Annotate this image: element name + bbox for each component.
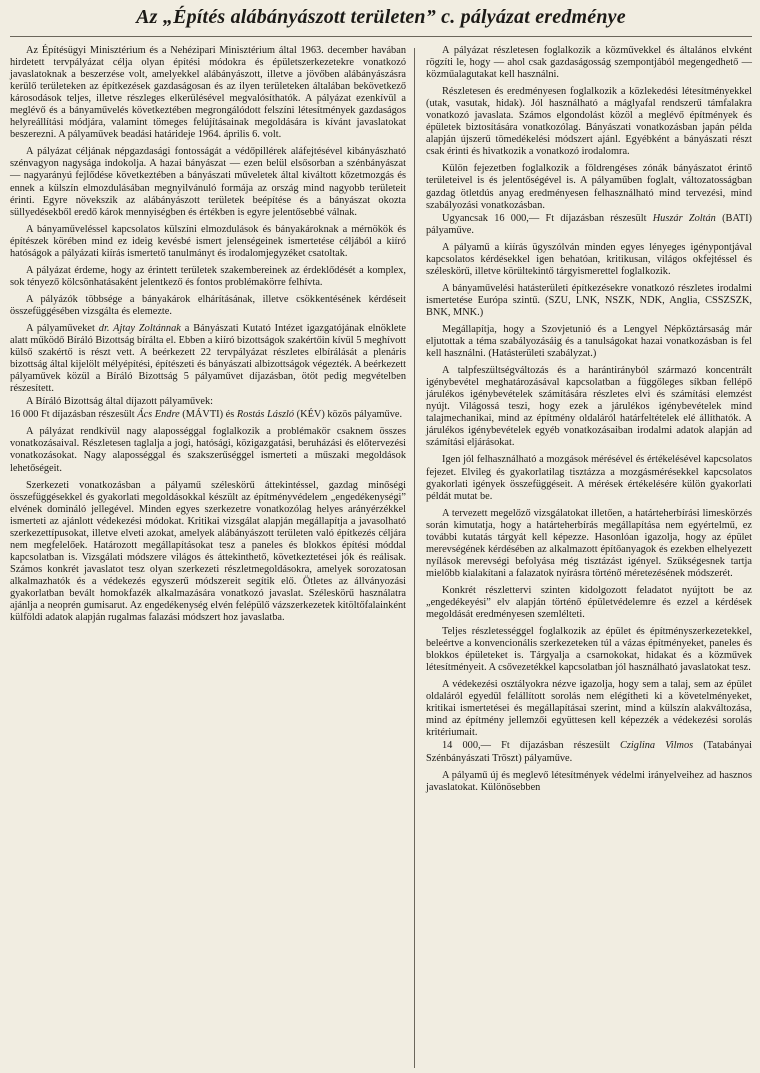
paragraph: A pályázat érdeme, hogy az érintett területek szakembereinek az érdeklődését a komplex, sok tényező kölcsönhatásaként jelentkező és fontos problémakörre felhívta.	[10, 264, 406, 288]
paragraph: Az Építésügyi Minisztérium és a Nehézipari Minisztérium által 1963. december havában hirdetett tervpályázat célja olyan építési módokra és épületszerkezetekre vonatkozó javaslatoknak a beszerzése volt, amelyekkel alábányászott, illetve a jövőben alábányászásra kerülő területeken az építkezések gazdaságosan és az ilyen területeken általában bekövetkező károsodások teljes, illetve részleges elkerülésével megvalósíthatók. A pályázat ezenkívül a meglévő és a bányaművelés következtében megrongálódott felszíni létesítmények gazdaságos helyreállítási módjára, valamint tömeges felújításainak megoldására is kívánt javaslatokat beszerezni. A pályaművek beadási határideje 1964. április 6. volt.	[10, 45, 406, 141]
paragraph: A pályázat céljának népgazdasági fontosságát a védőpillérek aláfejtésével kibányászható szénvagyon nagysága indokolja. A hazai bányászat — ezen belül elsősorban a szénbányászat — nagyarányú fejlődése következtében a bányászati műveletek által kiváltott kőzetmozgás és ennek a külszín elmozdulásában megnyilvánuló formája az ország mind nagyobb területeit érinti. Egyre növekszik az alábányászott területek beépítése és a bányászat okozta süllyedésekből eredő károk mennyiségben és értékben is egyre jelentősebbé válnak.	[10, 146, 406, 218]
paragraph: Teljes részletességgel foglalkozik az épület és építményszerkezetekkel, beleértve a konvencionális szerkezeteken túl a vázas építményeket, paneles és blokkos épületeket is. Tárgyalja a csarnokokat, hidakat és a közművek létesítményeit. A csővezetékkel kapcsolatban jól használható javaslatokat tesz.	[426, 626, 752, 674]
paragraph: A pályázat részletesen foglalkozik a közművekkel és általános elvként rögzíti le, hogy — ahol csak gazdaságosság szempontjából megengedhető — közműalagutakat kell használni.	[426, 45, 752, 81]
left-column	[10, 45, 414, 794]
paragraph: A pályamű a kiírás ügyszólván minden egyes lényeges igénypontjával kapcsolatos kérdésekkel igen behatóan, kritikusan, világos okfejtéssel és széleskörű, illetve körültekintő tárgyismerettel foglalkozik.	[426, 241, 752, 277]
paragraph: A pályamű új és meglevő létesítmények védelmi irányelveihez ad hasznos javaslatokat. Különösebben	[426, 769, 752, 793]
article-title: Az „Építés alábányászott területen” c. pályázat eredménye	[10, 4, 752, 37]
paragraph: A talpfeszültségváltozás és a harántirányból származó koncentrált igénybevétel meghatározásával kapcsolatban a függőleges síkban fellépő járulékos igénybevételek számítására részletes elvi és számítási elemzést nyújt. Világossá teszi, hogy ezek a járulékos igénybevételek mind talajmechanikai, mind az építmény oldaláról határfeltételek elé állíthatók. A járulékos igénybevételek egyéb vonatkozásaiban irodalmi adatok alapján ad számítási eljárásokat.	[426, 365, 752, 449]
right-column	[414, 45, 752, 794]
paragraph: Részletesen és eredményesen foglalkozik a közlekedési létesítményekkel (utak, vasutak, hidak). Jól használható a máglyafal rendszerű támfalakra vonatkozó javaslata. Számos elgondolást közöl a meglévő építmények és épületek biztosítására vonatkozólag. Bányászati vonatkozásban japán példa alapján újszerű tömedékelési módszert ajánl. Egyébként a bányászati részt csak érinti és hivatkozik a vonatkozó irodalomra.	[426, 86, 752, 158]
person-name: Cziglina Vilmos	[620, 740, 694, 752]
paragraph: Konkrét részlettervi szinten kidolgozott feladatot nyújtott be az „engedékeyési” elv alapján történő épületvédelemre és ezzel a kérdések megoldását eredményesen szemlélteti.	[426, 584, 752, 621]
paragraph: Szerkezeti vonatkozásban a pályamű széleskörű áttekintéssel, gazdag minőségi összefüggésekkel és gyakorlati megoldásokkal készült az építményvédelem „engedékenységi” elvének domináló jellegével. Minden egyes szerkezetre vonatkozólag helyes arányérzékkel ismerteti az ajánlott védekezési módokat. Kritikai vizsgálat alapján megállapítja a javasolható szerkezettípusokat, illetve elveti azokat, amelyek alábányászott területen való építkezés céljára nem megfelelőek. Határozott megállapításokat tesz a paneles és blokkos építési móddal kapcsolatban is. Vizsgálati módszere világos és áttekinthető, következtetései jók és reálisak. Számos konkrét javaslatot tesz olyan szerkezeti részletmegoldásokra, amelyek sorozatosan alkalmazhatók és a védekezés egyszerű módszereit segítik elő. Ötletes az állványozási gyakorlatban bevált homokfazék alkalmazására vonatkozó javaslat. Széleskörű használatra ajánlja a neoprén gumisarut. Az engedékenység elvén felépülő vázszerkezetek kitöltőfalainként külföldi adatok alapján rugalmas falazási módszert hoz javaslatba.	[10, 479, 406, 624]
text-run: (BATI) pályaműve.	[426, 212, 752, 236]
paragraph: A pályázók többsége a bányakárok elhárításának, illetve csökkentésének kérdéseit összefüggésében vizsgálta és elemezte.	[10, 293, 406, 317]
person-name: dr. Ajtay Zoltánnak	[98, 322, 181, 334]
paragraph: Külön fejezetben foglalkozik a földrengéses zónák bányászatot érintő területeivel is és jelentőségével is. A pályaműben foglalt, változatosságban gazdag ötletdús anyag eredményesen felhasználható mind tervezési, mind szabályozási vonatkozásban.	[426, 163, 752, 211]
paragraph: A Bíráló Bizottság által díjazott pályaművek:	[26, 396, 214, 408]
column-divider	[414, 48, 415, 1068]
text-run: A pályaműveket	[26, 322, 99, 334]
text-run: (Tatabányai Szénbányászati Tröszt) pályaműve.	[426, 740, 753, 764]
paragraph	[10, 323, 406, 395]
text-run: (MÁVTI) és	[179, 409, 237, 421]
paragraph: A bányaműveléssel kapcsolatos külszíni elmozdulások és bányakároknak a mérnökök és építészek körében mind ez ideig kevésbé ismert jelenségeinek ismertetése céljából a kiíró hatóságok a pályázati kiírás ismertető tanulmányt és irodalomjegyzéket csatoltak.	[10, 223, 406, 259]
paragraph: A bányaművelési hatásterületi építkezésekre vonatkozó részletes irodalmi ismertetése Európa szintű. (SZU, LNK, NSZK, NDK, Anglia, CSSZSZK, BNK, MNK.)	[426, 282, 752, 318]
text-run: Ugyancsak 16 000,— Ft díjazásban részesült	[442, 212, 653, 224]
person-name: Rostás László	[236, 409, 295, 421]
paragraph	[10, 409, 406, 421]
paragraph: Igen jól felhasználható a mozgások mérésével és értékelésével kapcsolatos fejezet. Elvileg és gyakorlatilag tisztázza a mozgásmérésekkel kapcsolatos gyakorlati igények összefüggéseit. A mérések értékelésére külön gyakorlati példát mutat be.	[426, 454, 752, 502]
paragraph: Megállapítja, hogy a Szovjetunió és a Lengyel Népköztársaság már eljutottak a téma szabályozásáig és a tanulságokat hazai vonatkozásban is fel kell használni. (Hatásterületi szabályzat.)	[426, 323, 752, 360]
paragraph: A védekezési osztályokra nézve igazolja, hogy sem a talaj, sem az épület oldaláról egyedül felállított sorolás nem elégítheti ki a követelményeket, kritikai ismertetései és megállapításai szerint, mind a külszín alakváltozása, mind az építmény jellemzői együttesen kell képezzék a védekezési sorolás kritériumait.	[426, 679, 752, 739]
person-name: Huszár Zoltán	[652, 212, 716, 224]
text-run: a Bányászati Kutató Intézet igazgatójának elnöklete alatt működő Bíráló Bizottság bírálta el. Ebben a kiíró bizottságok szakértőin kívül 5 meghívott külső szakértő is részt vett. A beérkezett 22 tervpályázat részletes elbírálását a plenáris bizottság által kijelölt mélyépítési, építészeti és bányászati albizottságok végezték. A beérkezett pályaművek közül a Bíráló Bizottság 5 pályaművet díjazásban, ötöt pedig megvételben részesített.	[10, 322, 406, 395]
article-body	[10, 45, 752, 794]
person-name: Ács Endre	[137, 409, 180, 421]
text-run: 14 000,— Ft díjazásban részesült	[442, 740, 620, 752]
text-run: 16 000 Ft díjazásban részesült	[10, 409, 138, 421]
paragraph	[426, 740, 752, 764]
paragraph: A pályázat rendkívül nagy alaposséggal foglalkozik a problémakör csaknem összes vonatkozásaival. Részletesen taglalja a jogi, hatósági, közigazgatási, beruházási és előtervezési vonatkozásokat. Nagy alaposséggal és szakszerűséggel ismerteti a műszaki megoldások lehetőségeit.	[10, 426, 406, 474]
paragraph: A tervezett megelőző vizsgálatokat illetően, a határteherbírási limeskörzés során kimutatja, hogy a határteherbírás megállapítása nem egyértelmű, ez további kutatás tárgyát kell képezze. Hasonlóan igazolja, hogy az épület merevségének kérdésében az alkalmazott építőanyagok és ezekben elhelyezett nyílások merevségi befolyása még tisztázást igényel. Szükségesnek tartja mielőbb kialakítani a falazatok nyírásra történő méretezésének módszerét.	[426, 507, 752, 579]
paragraph	[426, 213, 752, 237]
text-run: (KÉV) közös pályaműve.	[294, 409, 403, 421]
